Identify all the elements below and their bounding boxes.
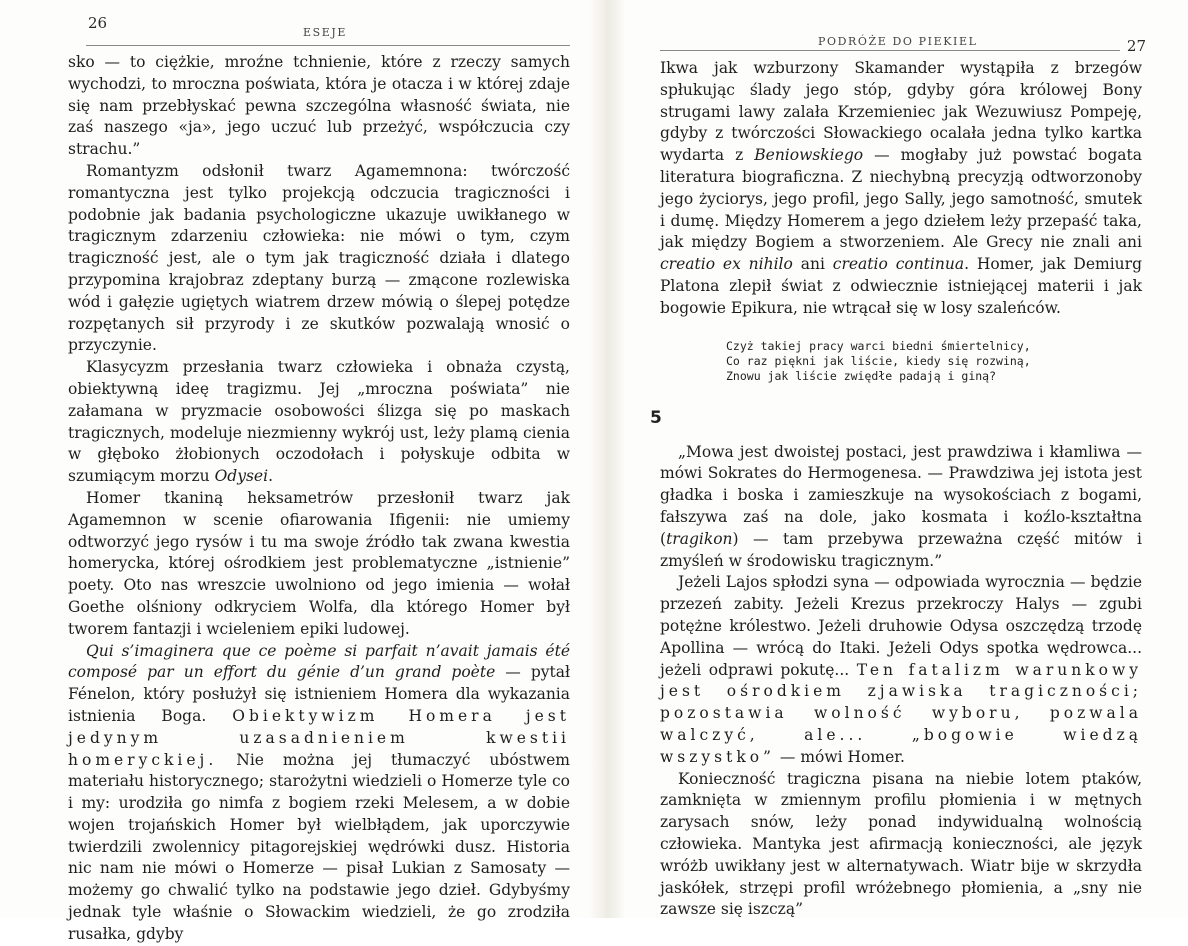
section-number: 5	[650, 407, 662, 428]
paragraph-text: — mogłaby już powstać bogata literatura biograficzna. Z niechybną precyzją odtworzonoby jego życiorys, jego profil, jego Sally, jego samotność, smutek i dumę. Między Homerem a jego dziełem leży przepaść taka, jak między Bogiem a stworzeniem. Ale Grecy nie znali ani	[660, 146, 1142, 252]
paragraph-text: Ikwa jak wzburzony Skamander wystąpiła z brzegów spłukując ślady jego stóp, gdyby góra królowej Bony strugami lawy zalała Krzemieniec jak Wezuwiusz Pompeję, gdyby z twórczości Słowackiego ocalała jedna tylko kartka wydarta z	[660, 59, 1142, 165]
paragraph	[68, 641, 570, 946]
paragraph-text: ) — tam przebywa przeważna część mitów i zmyśleń w środowisku tragicznym.”	[660, 529, 1142, 570]
left-page	[68, 0, 571, 943]
page-number: 26	[88, 14, 108, 32]
paragraph-text: — pytał Fénelon, który posłużył się istnieniem Homera dla wykazania istnienia Boga.	[68, 663, 571, 725]
left-page-body	[68, 52, 570, 946]
header-rule	[660, 50, 1120, 51]
right-page	[650, 0, 1146, 919]
book-title: Odysei	[214, 467, 269, 486]
paragraph-text: „Mowa jest dwoistej postaci, jest prawdziwa i kłamliwa — mówi Sokrates do Hermogenesa. — Prawdziwa jej istota jest gładka i boska i zamieszkuje na wysokościach z bogami, fałszywa zaś na dole, jako kosmata i koźlo-kształtna (	[660, 442, 1142, 548]
paragraph: Konieczność tragiczna pisana na niebie lotem ptaków, zamknięta w zmiennym profilu płomienia i w mętnych zarysach snów, leży ponad indywidualną wolnością człowieka. Mantyka jest afirmacją konieczności, ale język wróżb uwikłany jest w alternatywach. Wiatr bije w skrzydła jaskółek, strzępi profil wróżebnego płomienia, a „sny nie zawsze się iszczą”	[660, 769, 1142, 919]
paragraph	[660, 572, 1142, 768]
book-title: Beniowskiego	[754, 146, 864, 165]
page-number: 27	[1126, 37, 1146, 55]
verse-line: Czyż takiej pracy warci biedni śmiertelnicy,	[726, 338, 1031, 353]
paragraph-text: . Homer, jak Demiurg Platona zlepił świat z odwiecznie istniejącej materii i jak bogowie Epikura, nie wtrącał się w losy szaleńców.	[660, 255, 1142, 317]
left-page-header	[68, 0, 570, 52]
paragraph: sko — to ciężkie, mroźne tchnienie, które z rzeczy samych wychodzi, to mroczna poświata, która je otacza i w której zdaje się nam przebłyskać pewna szczególna własność świata, nie zaś naszego «ja», jego uczuć lub przeżyć, współczucia czy strachu.”	[68, 53, 570, 159]
verse-line: Znowu jak liście zwiędłe padają i giną?	[726, 368, 997, 383]
right-page-body	[650, 58, 1142, 921]
header-rule	[86, 45, 570, 46]
paragraph: Homer tkaniną heksametrów przesłonił twarz jak Agamemnon w scenie ofiarowania Ifigenii: nie umiemy odtworzyć jego rysów i tu ma swoje źródło tak zwana kwestia homerycka, której ośrodkiem jest problematyczne „istnienie” poety. Oto nas wreszcie uwolniono od jego imienia — wołał Goethe olśniony odkryciem Wolfa, dla którego Homer był tworem fantazji i wcieleniem epiki ludowej.	[68, 488, 570, 638]
paragraph-text: Jeżeli Lajos spłodzi syna — odpowiada wyrocznia — będzie przezeń zabity. Jeżeli Krezus przekroczy Halys — zgubi potężne królestwo. Jeżeli druhowie Odysa oszczędzą trzodę Apollina — wrócą do Itaki. Jeżeli Odys spotka wędrowca... jeżeli odprawi pokutę...	[660, 573, 1142, 679]
paragraph-text: ani	[792, 255, 833, 274]
latin-phrase: creatio ex nihilo	[660, 255, 793, 274]
right-page-header	[660, 0, 1146, 55]
book-gutter	[588, 0, 624, 918]
paragraph-text: — mówi Homer.	[774, 747, 905, 766]
emphasized-text: Ten fatalizm warunkowy jest ośrodkiem zjawiska tragiczności; pozostawia wolność wyboru, pozwala walczyć, ale... „bogowie wiedzą wszystko”	[660, 660, 1142, 766]
greek-term: tragikon	[666, 529, 733, 548]
french-quote: Qui s’imaginera que ce poème si parfait n’avait jamais été composé par un effort du génie d’un grand poète	[68, 641, 570, 682]
running-head: PODRÓŻE DO PIEKIEL	[818, 35, 978, 48]
emphasized-text: Obiektywizm Homera jest jedynym uzasadnieniem kwestii homeryckiej.	[68, 706, 570, 769]
paragraph-text: Klasycyzm przesłania twarz człowieka i obnaża czystą, obiektywną ideę tragizmu. Jej „mroczna poświata” nie załamana w pryzmacie osobowości ślizga się po maskach tragicznych, modeluje niezmienny wykrój ust, leży plamą cienia w głęboko żłobionych oczodołach i połyskuje odbita w szumiącym morzu Odysei.	[68, 358, 570, 486]
running-head: ESEJE	[303, 26, 348, 39]
paragraph: Romantyzm odsłonił twarz Agamemnona: twórczość romantyczna jest tylko projekcją odczucia tragiczności i podobnie jak badania psychologiczne ukazuje uwikłanego w tragicznym zdarzeniu człowieka: nie mówi o tym, czym tragiczność jest, ale o tym jak tragiczność działa i dlatego przypomina krajobraz zdeptany burzą — zmącone rozlewiska wód i gałęzie ugiętych wiatrem drzew mówią o ślepej potędze rozpętanych sił przyrody i ze skutków pozwalają wnosić o przyczynie.	[68, 161, 570, 355]
paragraph	[68, 357, 570, 488]
paragraph	[660, 442, 1142, 573]
verse-quote	[726, 339, 1051, 384]
paragraph-text: Nie można jej tłumaczyć ubóstwem materiału historycznego; starożytni wiedzieli o Homerze tyle co i my: urodziła go nimfa z bogiem rzeki Melesem, a w dobie wojen trojańskich Homer był wielbłądem, jak uporczywie twierdzili zwolennicy pitagorejskiej wędrówki dusz. Historia nic nam nie mówi o Homerze — pisał Lukian z Samosaty — możemy go chwalić tylko na podstawie jego dzieł. Gdybyśmy jednak tyle właśnie o Słowackim wiedzieli, że go zrodziła rusałka, gdyby	[68, 750, 570, 943]
latin-phrase: creatio continua	[832, 255, 965, 274]
paragraph	[660, 58, 1142, 320]
verse-line: Co raz piękni jak liście, kiedy się rozwiną,	[726, 353, 1031, 368]
